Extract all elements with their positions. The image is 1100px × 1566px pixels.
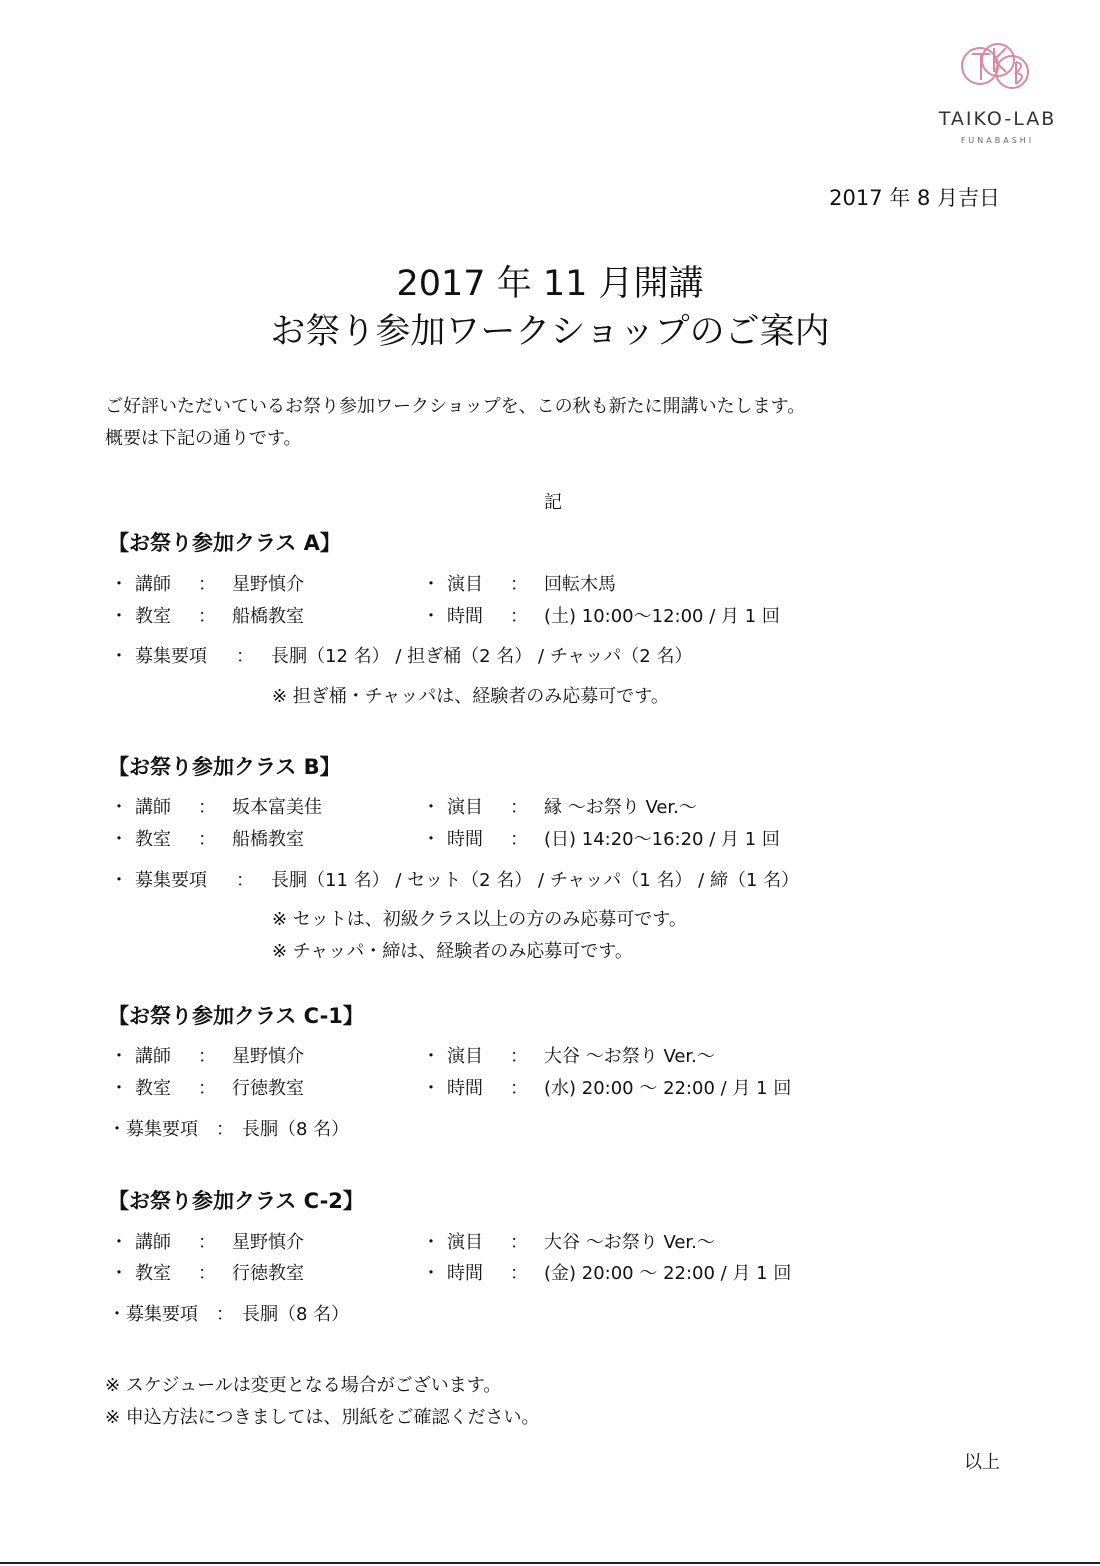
- bullet: ・: [422, 574, 440, 595]
- colon: ：: [510, 606, 528, 627]
- class-c1-recruit: 長胴（8 名）: [242, 1119, 350, 1140]
- class-a-instructor: 星野慎介: [232, 574, 304, 595]
- bullet: ・: [422, 1232, 440, 1253]
- logo-brand: TAIKO-LAB: [938, 108, 1057, 130]
- classroom-label: 教室: [135, 1263, 171, 1284]
- bottom-divider: [0, 1562, 1100, 1564]
- recruit-label-short: ・募集要項 ：: [108, 1119, 234, 1140]
- closing-ijo: 以上: [964, 1452, 1000, 1473]
- class-b-classroom: 船橋教室: [232, 829, 304, 850]
- class-a-time: (土) 10:00～12:00 / 月 1 回: [544, 606, 780, 627]
- footer-note-2: ※ 申込方法につきましては、別紙をご確認ください。: [105, 1407, 540, 1428]
- bullet: ・: [422, 829, 440, 850]
- program-label: 演目: [447, 1046, 483, 1067]
- colon: ：: [510, 574, 528, 595]
- bullet: ・: [422, 1263, 440, 1284]
- instructor-label: 講師: [135, 797, 171, 818]
- bullet: ・: [422, 606, 440, 627]
- colon: ：: [198, 1232, 216, 1253]
- bullet: ・: [110, 1263, 128, 1284]
- colon: ：: [198, 1263, 216, 1284]
- recruit-label-short: ・募集要項 ：: [108, 1304, 234, 1325]
- colon: ：: [198, 1046, 216, 1067]
- instructor-label: 講師: [135, 1232, 171, 1253]
- logo-subtitle: FUNABASHI: [960, 136, 1035, 145]
- footer-note-1: ※ スケジュールは変更となる場合がございます。: [105, 1375, 502, 1396]
- colon: ：: [236, 646, 254, 667]
- taiko-lab-logo-icon: [958, 40, 1036, 102]
- page-title-line1: 2017 年 11 月開講: [396, 264, 704, 304]
- time-label: 時間: [447, 829, 483, 850]
- bullet: ・: [110, 870, 128, 891]
- class-b-title: 【お祭り参加クラス B】: [108, 755, 341, 779]
- bullet: ・: [422, 797, 440, 818]
- bullet: ・: [110, 574, 128, 595]
- class-c1-title: 【お祭り参加クラス C-1】: [108, 1004, 364, 1028]
- intro-line2: 概要は下記の通りです。: [105, 428, 302, 449]
- class-c2-time: (金) 20:00 ～ 22:00 / 月 1 回: [544, 1263, 792, 1284]
- ki-heading: 記: [544, 492, 562, 513]
- issue-date: 2017 年 8 月吉日: [829, 186, 1000, 210]
- class-b-note-2: ※ チャッパ・締は、経験者のみ応募可です。: [272, 941, 633, 962]
- class-c1-classroom: 行徳教室: [232, 1078, 304, 1099]
- bullet: ・: [110, 606, 128, 627]
- bullet: ・: [110, 797, 128, 818]
- instructor-label: 講師: [135, 574, 171, 595]
- class-b-note-1: ※ セットは、初級クラス以上の方のみ応募可です。: [272, 909, 687, 930]
- intro-line1: ご好評いただいているお祭り参加ワークショップを、この秋も新たに開講いたします。: [105, 396, 806, 417]
- colon: ：: [198, 574, 216, 595]
- class-c2-classroom: 行徳教室: [232, 1263, 304, 1284]
- bullet: ・: [110, 1078, 128, 1099]
- bullet: ・: [422, 1078, 440, 1099]
- bullet: ・: [110, 646, 128, 667]
- classroom-label: 教室: [135, 1078, 171, 1099]
- class-c2-program: 大谷 ～お祭り Ver.～: [544, 1232, 715, 1253]
- time-label: 時間: [447, 1078, 483, 1099]
- class-a-title: 【お祭り参加クラス A】: [108, 531, 341, 555]
- colon: ：: [510, 1232, 528, 1253]
- bullet: ・: [110, 1046, 128, 1067]
- class-b-time: (日) 14:20～16:20 / 月 1 回: [544, 829, 780, 850]
- bullet: ・: [110, 1232, 128, 1253]
- colon: ：: [198, 797, 216, 818]
- recruit-label: 募集要項: [135, 646, 207, 667]
- taiko-lab-logo: [930, 40, 1065, 150]
- class-a-note-1: ※ 担ぎ桶・チャッパは、経験者のみ応募可です。: [272, 686, 669, 707]
- class-c2-title: 【お祭り参加クラス C-2】: [108, 1189, 364, 1213]
- colon: ：: [198, 829, 216, 850]
- class-b-recruit: 長胴（11 名） / セット（2 名） / チャッパ（1 名） / 締（1 名）: [271, 870, 800, 891]
- colon: ：: [510, 1078, 528, 1099]
- colon: ：: [510, 1263, 528, 1284]
- page-title-line2: お祭り参加ワークショップのご案内: [270, 312, 830, 352]
- class-a-recruit: 長胴（12 名） / 担ぎ桶（2 名） / チャッパ（2 名）: [271, 646, 693, 667]
- class-a-program: 回転木馬: [544, 574, 616, 595]
- classroom-label: 教室: [135, 829, 171, 850]
- class-c1-time: (水) 20:00 ～ 22:00 / 月 1 回: [544, 1078, 792, 1099]
- colon: ：: [510, 797, 528, 818]
- class-c2-instructor: 星野慎介: [232, 1232, 304, 1253]
- program-label: 演目: [447, 797, 483, 818]
- bullet: ・: [110, 829, 128, 850]
- time-label: 時間: [447, 1263, 483, 1284]
- instructor-label: 講師: [135, 1046, 171, 1067]
- colon: ：: [510, 1046, 528, 1067]
- class-b-instructor: 坂本富美佳: [232, 797, 322, 818]
- colon: ：: [198, 606, 216, 627]
- class-c2-recruit: 長胴（8 名）: [242, 1304, 350, 1325]
- class-a-classroom: 船橋教室: [232, 606, 304, 627]
- bullet: ・: [422, 1046, 440, 1067]
- colon: ：: [198, 1078, 216, 1099]
- recruit-label: 募集要項: [135, 870, 207, 891]
- program-label: 演目: [447, 1232, 483, 1253]
- class-c1-program: 大谷 ～お祭り Ver.～: [544, 1046, 715, 1067]
- class-b-program: 縁 ～お祭り Ver.～: [544, 797, 697, 818]
- program-label: 演目: [447, 574, 483, 595]
- classroom-label: 教室: [135, 606, 171, 627]
- colon: ：: [510, 829, 528, 850]
- class-c1-instructor: 星野慎介: [232, 1046, 304, 1067]
- colon: ：: [236, 870, 254, 891]
- time-label: 時間: [447, 606, 483, 627]
